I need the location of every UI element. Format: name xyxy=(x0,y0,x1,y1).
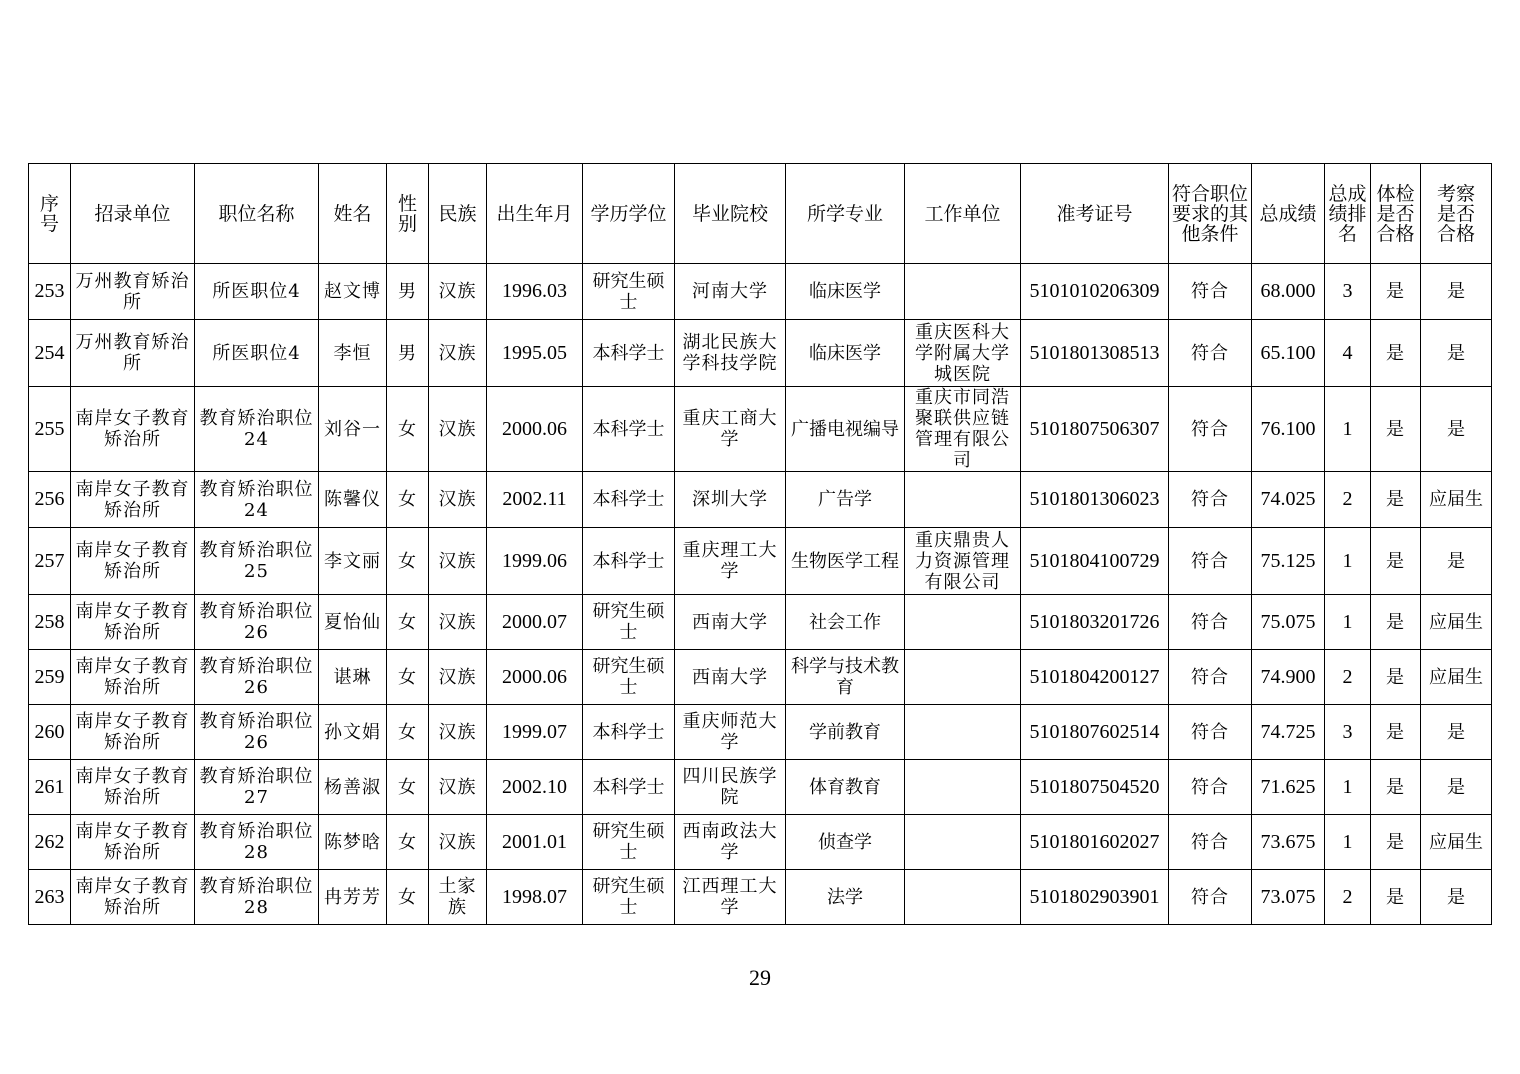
cell-col-workplace xyxy=(905,595,1021,650)
cell-col-rank: 1 xyxy=(1325,387,1371,472)
cell-col-degree: 本科学士 xyxy=(583,705,675,760)
cell-col-exam-id: 5101010206309 xyxy=(1021,264,1169,320)
cell-col-major: 侦查学 xyxy=(786,815,905,870)
cell-col-gender: 女 xyxy=(387,387,429,472)
cell-col-birth: 2002.11 xyxy=(487,472,583,528)
cell-col-workplace xyxy=(905,264,1021,320)
cell-col-workplace xyxy=(905,650,1021,705)
cell-col-seq: 259 xyxy=(29,650,71,705)
cell-col-gender: 女 xyxy=(387,595,429,650)
cell-col-workplace: 重庆医科大学附属大学城医院 xyxy=(905,320,1021,387)
cell-col-gender: 女 xyxy=(387,472,429,528)
cell-col-degree: 研究生硕士 xyxy=(583,870,675,925)
cell-col-gender: 女 xyxy=(387,650,429,705)
cell-col-inspection: 应届生 xyxy=(1421,472,1492,528)
header-col-school: 毕业院校 xyxy=(675,164,786,264)
cell-col-other-conditions: 符合 xyxy=(1169,815,1252,870)
header-col-unit: 招录单位 xyxy=(71,164,195,264)
cell-col-school: 四川民族学院 xyxy=(675,760,786,815)
page-number: 29 xyxy=(749,965,771,990)
header-col-birth: 出生年月 xyxy=(487,164,583,264)
cell-col-physical: 是 xyxy=(1371,650,1421,705)
table-row xyxy=(29,320,1492,387)
cell-col-unit: 南岸女子教育矫治所 xyxy=(71,705,195,760)
cell-col-unit: 南岸女子教育矫治所 xyxy=(71,760,195,815)
cell-col-major: 广播电视编导 xyxy=(786,387,905,472)
header-col-major: 所学专业 xyxy=(786,164,905,264)
cell-col-position: 所医职位4 xyxy=(195,264,319,320)
cell-col-school: 西南政法大学 xyxy=(675,815,786,870)
cell-col-name: 冉芳芳 xyxy=(319,870,387,925)
cell-col-rank: 1 xyxy=(1325,760,1371,815)
cell-col-gender: 女 xyxy=(387,760,429,815)
cell-col-ethnicity: 土家族 xyxy=(429,870,487,925)
cell-col-seq: 260 xyxy=(29,705,71,760)
cell-col-degree: 本科学士 xyxy=(583,320,675,387)
cell-col-inspection: 是 xyxy=(1421,705,1492,760)
cell-col-degree: 本科学士 xyxy=(583,472,675,528)
cell-col-name: 李文丽 xyxy=(319,528,387,595)
cell-col-inspection: 是 xyxy=(1421,264,1492,320)
cell-col-degree: 研究生硕士 xyxy=(583,650,675,705)
header-col-other-conditions: 符合职位要求的其他条件 xyxy=(1169,164,1252,264)
cell-col-unit: 万州教育矫治所 xyxy=(71,264,195,320)
cell-col-other-conditions: 符合 xyxy=(1169,595,1252,650)
cell-col-workplace: 重庆鼎贵人力资源管理有限公司 xyxy=(905,528,1021,595)
cell-col-birth: 1995.05 xyxy=(487,320,583,387)
cell-col-other-conditions: 符合 xyxy=(1169,760,1252,815)
cell-col-other-conditions: 符合 xyxy=(1169,264,1252,320)
cell-col-unit: 南岸女子教育矫治所 xyxy=(71,815,195,870)
cell-col-total-score: 75.075 xyxy=(1252,595,1325,650)
cell-col-physical: 是 xyxy=(1371,595,1421,650)
cell-col-exam-id: 5101801306023 xyxy=(1021,472,1169,528)
cell-col-birth: 1998.07 xyxy=(487,870,583,925)
cell-col-gender: 女 xyxy=(387,870,429,925)
cell-col-rank: 3 xyxy=(1325,264,1371,320)
cell-col-major: 社会工作 xyxy=(786,595,905,650)
cell-col-physical: 是 xyxy=(1371,760,1421,815)
cell-col-degree: 研究生硕士 xyxy=(583,595,675,650)
cell-col-unit: 南岸女子教育矫治所 xyxy=(71,472,195,528)
cell-col-unit: 南岸女子教育矫治所 xyxy=(71,595,195,650)
cell-col-ethnicity: 汉族 xyxy=(429,387,487,472)
cell-col-inspection: 是 xyxy=(1421,870,1492,925)
cell-col-ethnicity: 汉族 xyxy=(429,528,487,595)
table-row xyxy=(29,650,1492,705)
cell-col-seq: 261 xyxy=(29,760,71,815)
cell-col-ethnicity: 汉族 xyxy=(429,650,487,705)
cell-col-name: 陈馨仪 xyxy=(319,472,387,528)
cell-col-exam-id: 5101804200127 xyxy=(1021,650,1169,705)
table-row xyxy=(29,472,1492,528)
cell-col-birth: 1999.07 xyxy=(487,705,583,760)
cell-col-ethnicity: 汉族 xyxy=(429,264,487,320)
cell-col-rank: 3 xyxy=(1325,705,1371,760)
cell-col-rank: 1 xyxy=(1325,528,1371,595)
cell-col-total-score: 74.725 xyxy=(1252,705,1325,760)
cell-col-exam-id: 5101802903901 xyxy=(1021,870,1169,925)
cell-col-total-score: 73.675 xyxy=(1252,815,1325,870)
cell-col-workplace xyxy=(905,760,1021,815)
cell-col-degree: 本科学士 xyxy=(583,760,675,815)
results-table xyxy=(28,163,1492,925)
cell-col-birth: 2001.01 xyxy=(487,815,583,870)
cell-col-school: 西南大学 xyxy=(675,595,786,650)
cell-col-name: 李恒 xyxy=(319,320,387,387)
cell-col-name: 陈梦晗 xyxy=(319,815,387,870)
cell-col-major: 法学 xyxy=(786,870,905,925)
header-col-gender: 性别 xyxy=(387,164,429,264)
cell-col-position: 教育矫治职位28 xyxy=(195,870,319,925)
cell-col-school: 湖北民族大学科技学院 xyxy=(675,320,786,387)
cell-col-workplace: 重庆市同浩聚联供应链管理有限公司 xyxy=(905,387,1021,472)
cell-col-rank: 1 xyxy=(1325,815,1371,870)
cell-col-birth: 1996.03 xyxy=(487,264,583,320)
table-row xyxy=(29,387,1492,472)
cell-col-school: 重庆师范大学 xyxy=(675,705,786,760)
cell-col-ethnicity: 汉族 xyxy=(429,705,487,760)
header-col-position: 职位名称 xyxy=(195,164,319,264)
cell-col-birth: 2000.07 xyxy=(487,595,583,650)
cell-col-other-conditions: 符合 xyxy=(1169,705,1252,760)
cell-col-total-score: 71.625 xyxy=(1252,760,1325,815)
cell-col-workplace xyxy=(905,815,1021,870)
cell-col-seq: 262 xyxy=(29,815,71,870)
cell-col-total-score: 75.125 xyxy=(1252,528,1325,595)
cell-col-school: 河南大学 xyxy=(675,264,786,320)
cell-col-rank: 4 xyxy=(1325,320,1371,387)
cell-col-seq: 255 xyxy=(29,387,71,472)
cell-col-name: 刘谷一 xyxy=(319,387,387,472)
cell-col-exam-id: 5101801602027 xyxy=(1021,815,1169,870)
cell-col-major: 科学与技术教育 xyxy=(786,650,905,705)
cell-col-name: 杨善淑 xyxy=(319,760,387,815)
cell-col-unit: 南岸女子教育矫治所 xyxy=(71,528,195,595)
cell-col-unit: 南岸女子教育矫治所 xyxy=(71,387,195,472)
cell-col-physical: 是 xyxy=(1371,528,1421,595)
cell-col-seq: 258 xyxy=(29,595,71,650)
header-row xyxy=(29,164,1492,264)
header-col-total-score: 总成绩 xyxy=(1252,164,1325,264)
header-col-exam-id: 准考证号 xyxy=(1021,164,1169,264)
cell-col-exam-id: 5101807602514 xyxy=(1021,705,1169,760)
header-col-degree: 学历学位 xyxy=(583,164,675,264)
header-col-seq: 序号 xyxy=(29,164,71,264)
cell-col-major: 临床医学 xyxy=(786,264,905,320)
cell-col-degree: 本科学士 xyxy=(583,528,675,595)
cell-col-position: 教育矫治职位25 xyxy=(195,528,319,595)
cell-col-ethnicity: 汉族 xyxy=(429,760,487,815)
cell-col-school: 重庆工商大学 xyxy=(675,387,786,472)
cell-col-seq: 256 xyxy=(29,472,71,528)
table-body xyxy=(29,264,1492,925)
cell-col-unit: 万州教育矫治所 xyxy=(71,320,195,387)
cell-col-other-conditions: 符合 xyxy=(1169,528,1252,595)
cell-col-physical: 是 xyxy=(1371,264,1421,320)
header-col-name: 姓名 xyxy=(319,164,387,264)
cell-col-total-score: 73.075 xyxy=(1252,870,1325,925)
cell-col-physical: 是 xyxy=(1371,472,1421,528)
cell-col-school: 重庆理工大学 xyxy=(675,528,786,595)
cell-col-physical: 是 xyxy=(1371,815,1421,870)
cell-col-total-score: 74.900 xyxy=(1252,650,1325,705)
cell-col-seq: 263 xyxy=(29,870,71,925)
table-row xyxy=(29,815,1492,870)
cell-col-name: 赵文博 xyxy=(319,264,387,320)
cell-col-unit: 南岸女子教育矫治所 xyxy=(71,870,195,925)
cell-col-birth: 2000.06 xyxy=(487,650,583,705)
cell-col-degree: 研究生硕士 xyxy=(583,264,675,320)
cell-col-school: 江西理工大学 xyxy=(675,870,786,925)
cell-col-physical: 是 xyxy=(1371,320,1421,387)
header-col-workplace: 工作单位 xyxy=(905,164,1021,264)
cell-col-birth: 1999.06 xyxy=(487,528,583,595)
cell-col-major: 体育教育 xyxy=(786,760,905,815)
cell-col-degree: 研究生硕士 xyxy=(583,815,675,870)
cell-col-workplace xyxy=(905,870,1021,925)
cell-col-gender: 女 xyxy=(387,528,429,595)
header-col-physical: 体检是否合格 xyxy=(1371,164,1421,264)
cell-col-rank: 1 xyxy=(1325,595,1371,650)
cell-col-position: 教育矫治职位24 xyxy=(195,387,319,472)
cell-col-workplace xyxy=(905,472,1021,528)
cell-col-school: 深圳大学 xyxy=(675,472,786,528)
cell-col-position: 教育矫治职位24 xyxy=(195,472,319,528)
cell-col-other-conditions: 符合 xyxy=(1169,870,1252,925)
cell-col-degree: 本科学士 xyxy=(583,387,675,472)
cell-col-physical: 是 xyxy=(1371,387,1421,472)
cell-col-rank: 2 xyxy=(1325,650,1371,705)
cell-col-exam-id: 5101804100729 xyxy=(1021,528,1169,595)
cell-col-name: 孙文娟 xyxy=(319,705,387,760)
cell-col-exam-id: 5101803201726 xyxy=(1021,595,1169,650)
table-row xyxy=(29,705,1492,760)
cell-col-major: 广告学 xyxy=(786,472,905,528)
cell-col-birth: 2002.10 xyxy=(487,760,583,815)
cell-col-seq: 254 xyxy=(29,320,71,387)
cell-col-inspection: 应届生 xyxy=(1421,595,1492,650)
cell-col-total-score: 65.100 xyxy=(1252,320,1325,387)
cell-col-inspection: 是 xyxy=(1421,387,1492,472)
cell-col-major: 学前教育 xyxy=(786,705,905,760)
cell-col-position: 教育矫治职位26 xyxy=(195,705,319,760)
cell-col-gender: 女 xyxy=(387,705,429,760)
cell-col-position: 教育矫治职位26 xyxy=(195,595,319,650)
cell-col-gender: 男 xyxy=(387,320,429,387)
cell-col-workplace xyxy=(905,705,1021,760)
cell-col-physical: 是 xyxy=(1371,870,1421,925)
table-row xyxy=(29,595,1492,650)
table-row xyxy=(29,760,1492,815)
cell-col-inspection: 是 xyxy=(1421,528,1492,595)
cell-col-inspection: 应届生 xyxy=(1421,650,1492,705)
cell-col-ethnicity: 汉族 xyxy=(429,595,487,650)
cell-col-seq: 257 xyxy=(29,528,71,595)
table-row xyxy=(29,870,1492,925)
cell-col-other-conditions: 符合 xyxy=(1169,387,1252,472)
cell-col-other-conditions: 符合 xyxy=(1169,320,1252,387)
cell-col-name: 夏怡仙 xyxy=(319,595,387,650)
header-col-ethnicity: 民族 xyxy=(429,164,487,264)
cell-col-exam-id: 5101807504520 xyxy=(1021,760,1169,815)
cell-col-total-score: 74.025 xyxy=(1252,472,1325,528)
cell-col-exam-id: 5101801308513 xyxy=(1021,320,1169,387)
cell-col-inspection: 应届生 xyxy=(1421,815,1492,870)
cell-col-gender: 男 xyxy=(387,264,429,320)
cell-col-total-score: 68.000 xyxy=(1252,264,1325,320)
cell-col-physical: 是 xyxy=(1371,705,1421,760)
cell-col-position: 教育矫治职位27 xyxy=(195,760,319,815)
cell-col-position: 所医职位4 xyxy=(195,320,319,387)
cell-col-name: 谌琳 xyxy=(319,650,387,705)
table-row xyxy=(29,264,1492,320)
cell-col-rank: 2 xyxy=(1325,472,1371,528)
cell-col-other-conditions: 符合 xyxy=(1169,472,1252,528)
cell-col-ethnicity: 汉族 xyxy=(429,472,487,528)
cell-col-total-score: 76.100 xyxy=(1252,387,1325,472)
cell-col-position: 教育矫治职位26 xyxy=(195,650,319,705)
cell-col-gender: 女 xyxy=(387,815,429,870)
cell-col-major: 临床医学 xyxy=(786,320,905,387)
cell-col-major: 生物医学工程 xyxy=(786,528,905,595)
cell-col-inspection: 是 xyxy=(1421,760,1492,815)
cell-col-school: 西南大学 xyxy=(675,650,786,705)
header-col-inspection: 考察是否合格 xyxy=(1421,164,1492,264)
header-col-rank: 总成绩排名 xyxy=(1325,164,1371,264)
cell-col-unit: 南岸女子教育矫治所 xyxy=(71,650,195,705)
cell-col-ethnicity: 汉族 xyxy=(429,815,487,870)
cell-col-rank: 2 xyxy=(1325,870,1371,925)
table-row xyxy=(29,528,1492,595)
cell-col-birth: 2000.06 xyxy=(487,387,583,472)
cell-col-seq: 253 xyxy=(29,264,71,320)
cell-col-exam-id: 5101807506307 xyxy=(1021,387,1169,472)
cell-col-position: 教育矫治职位28 xyxy=(195,815,319,870)
cell-col-ethnicity: 汉族 xyxy=(429,320,487,387)
cell-col-other-conditions: 符合 xyxy=(1169,650,1252,705)
cell-col-inspection: 是 xyxy=(1421,320,1492,387)
